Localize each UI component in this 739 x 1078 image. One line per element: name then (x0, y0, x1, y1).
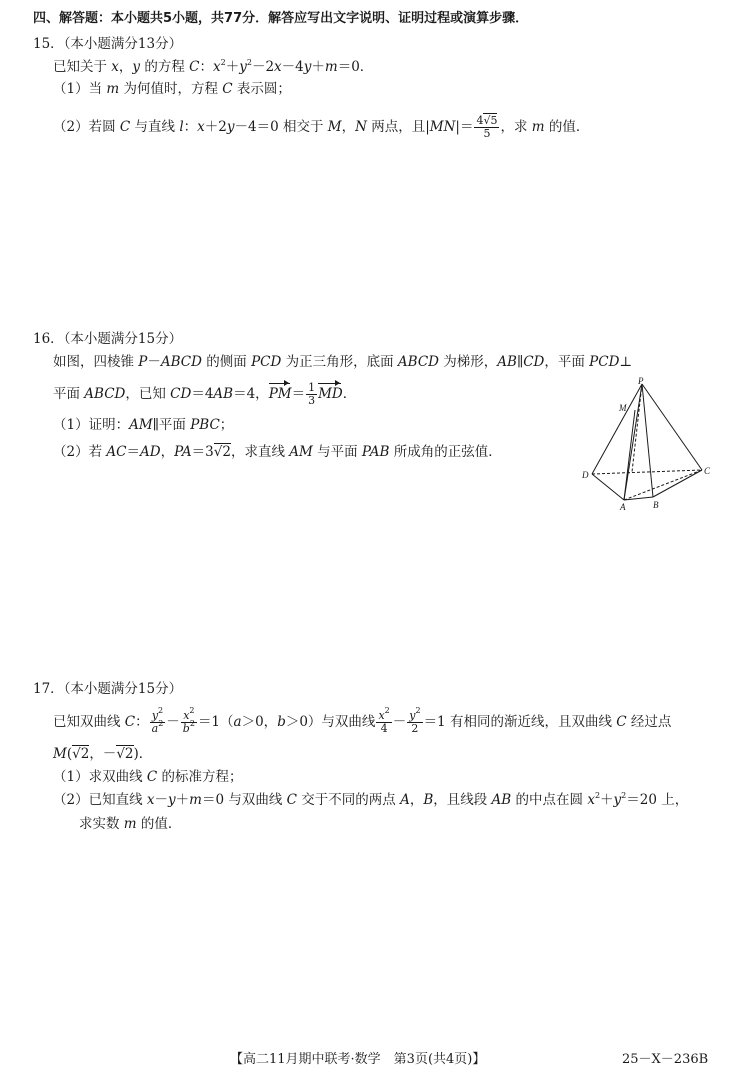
label-C: C (704, 466, 711, 476)
label-B: B (653, 500, 659, 510)
label-D: D (582, 470, 589, 480)
question-2: （2）若 AC＝AD，PA＝3√2，求直线 AM 与平面 PAB 所成角的正弦值． (53, 444, 502, 460)
problem-stem-line1: 如图，四棱锥 P－ABCD 的侧面 PCD 为正三角形，底面 ABCD 为梯形，AB∥CD，平面 PCD⊥ (53, 354, 633, 370)
pyramid-figure (580, 376, 714, 514)
problem-number: 17． (33, 681, 64, 697)
problem-number: 16． (33, 331, 64, 347)
question-2-line1: （2）已知直线 x－y＋m＝0 与双曲线 C 交于不同的两点 A，B，且线段 AB 的中点在圆 $x^2+y^2=20$ 上， (53, 791, 689, 808)
problem-stem-line2: M(√2，－√2)． (53, 746, 153, 762)
question-1: （1）求双曲线 C 的标准方程； (53, 769, 243, 785)
problem-stem: 已知关于 x，y 的方程 C：$x^2+y^2-2x-4y+m=0$． (53, 58, 374, 75)
problem-score: （本小题满分15分） (63, 681, 183, 697)
label-A: A (620, 502, 626, 512)
footer-title: 【高二11月期中联考·数学 第3页(共4页)】 (230, 1052, 486, 1067)
footer-code: 25－X－236B (622, 1052, 709, 1067)
label-P: P (638, 376, 644, 386)
problem-number: 15． (33, 36, 64, 52)
question-1: （1）当 m 为何值时，方程 C 表示圆； (53, 81, 291, 97)
problem-score: （本小题满分13分） (63, 36, 183, 52)
question-2: （2）若圆 C 与直线 l：x＋2y－4＝0 相交于 M，N 两点，且|MN|＝ $\frac{4√5}{5}$ ，求 m 的值． (53, 114, 590, 140)
problem-stem-line2: 平面 ABCD，已知 CD＝4AB＝4，PM＝ $\frac{1}{3}$ MD． (53, 381, 357, 407)
problem-stem-line1: 已知双曲线 C： $\frac{y^2}{a^2}$ － $\frac{x^2}{b^2}$ ＝1（a＞0，b＞0）与双曲线 $\frac{x^2}{4}$ － $\frac{y^2}{2}$ ＝1 有相同的渐近线，且双曲线 C 经过点 (53, 706, 672, 735)
question-1: （1）证明：AM∥平面 PBC； (53, 417, 234, 433)
label-M: M (619, 403, 627, 413)
problem-score: （本小题满分15分） (63, 331, 183, 347)
section-header: 四、解答题：本小题共5小题，共77分．解答应写出文字说明、证明过程或演算步骤． (33, 11, 529, 26)
question-2-line2: 求实数 m 的值． (79, 816, 182, 832)
